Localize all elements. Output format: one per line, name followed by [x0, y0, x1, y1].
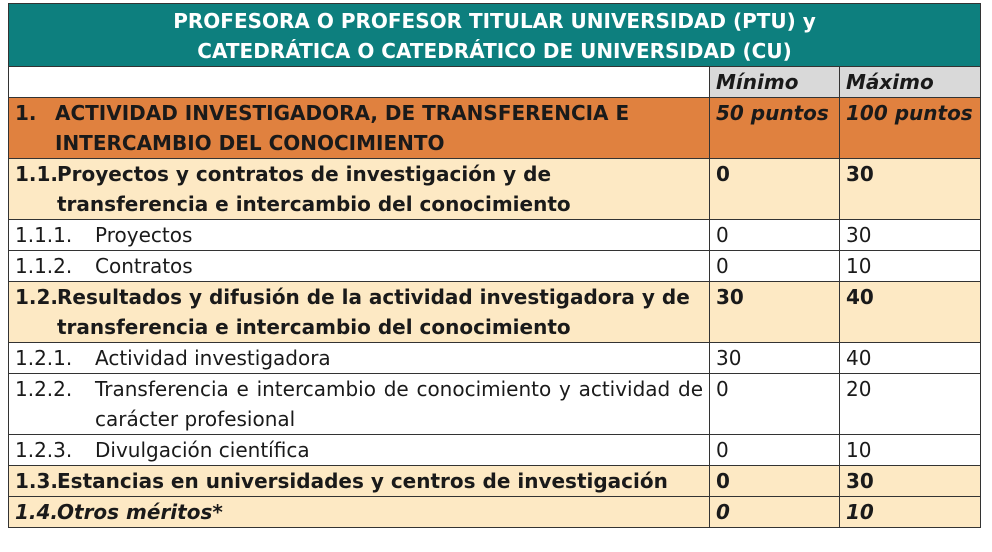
row-max: 10	[840, 251, 981, 282]
row-label: Contratos	[95, 254, 193, 278]
row-label-cell	[9, 497, 710, 528]
header-min: Mínimo	[710, 67, 840, 98]
row-max: 10	[840, 435, 981, 466]
row-number: 1.1.1.	[15, 223, 73, 247]
row-max: 30	[840, 159, 981, 220]
row-max: 10	[840, 497, 981, 528]
row-label: Estancias en universidades y centros de investigación	[57, 469, 668, 493]
title-line-2: CATEDRÁTICA O CATEDRÁTICO DE UNIVERSIDAD (CU)	[197, 39, 792, 63]
row-label-cell	[9, 343, 710, 374]
table-row	[9, 435, 981, 466]
row-label-cell	[9, 220, 710, 251]
header-blank-cell	[9, 67, 710, 98]
row-label: Actividad investigadora	[95, 346, 331, 370]
row-min: 0	[710, 466, 840, 497]
row-label-cell	[9, 251, 710, 282]
row-label-cell	[9, 374, 710, 435]
title-line-1: PROFESORA O PROFESOR TITULAR UNIVERSIDAD (PTU) y	[173, 9, 816, 33]
row-number: 1.2.2.	[15, 377, 73, 401]
row-max: 30	[840, 220, 981, 251]
section-min: 50 puntos	[710, 98, 840, 159]
table-title	[9, 4, 981, 67]
table-row	[9, 251, 981, 282]
header-row	[9, 67, 981, 98]
row-number: 1.2.1.	[15, 346, 73, 370]
table-row	[9, 282, 981, 343]
row-label: Otros méritos*	[57, 500, 223, 524]
section-label-cell	[9, 98, 710, 159]
row-label: Resultados y difusión de la actividad investigadora y de transferencia e intercambio del conocimiento	[57, 285, 690, 339]
row-max: 30	[840, 466, 981, 497]
row-number: 1.4.	[15, 500, 59, 524]
title-row	[9, 4, 981, 67]
section-number: 1.	[15, 101, 37, 125]
row-min: 0	[710, 497, 840, 528]
section-max: 100 puntos	[840, 98, 981, 159]
row-label-cell	[9, 159, 710, 220]
row-label-cell	[9, 435, 710, 466]
row-min: 0	[710, 220, 840, 251]
row-number: 1.1.2.	[15, 254, 73, 278]
row-max: 40	[840, 282, 981, 343]
row-number: 1.1.	[15, 162, 59, 186]
table-row	[9, 466, 981, 497]
row-min: 0	[710, 251, 840, 282]
table-row	[9, 159, 981, 220]
table-row	[9, 220, 981, 251]
row-number: 1.2.	[15, 285, 59, 309]
row-label: Proyectos	[95, 223, 193, 247]
row-label-cell	[9, 282, 710, 343]
row-min: 30	[710, 343, 840, 374]
table-row	[9, 374, 981, 435]
section-row	[9, 98, 981, 159]
header-max: Máximo	[840, 67, 981, 98]
merit-table	[8, 3, 981, 528]
row-label-cell	[9, 466, 710, 497]
row-max: 20	[840, 374, 981, 435]
row-min: 30	[710, 282, 840, 343]
row-min: 0	[710, 435, 840, 466]
row-min: 0	[710, 374, 840, 435]
merit-table-container	[8, 3, 980, 528]
row-label: Proyectos y contratos de investigación y de transferencia e intercambio del conocimiento	[57, 162, 571, 216]
row-label: Divulgación científica	[95, 438, 310, 462]
row-min: 0	[710, 159, 840, 220]
table-row	[9, 343, 981, 374]
row-number: 1.2.3.	[15, 438, 73, 462]
row-number: 1.3.	[15, 469, 59, 493]
section-label: ACTIVIDAD INVESTIGADORA, DE TRANSFERENCIA E INTERCAMBIO DEL CONOCIMIENTO	[55, 101, 630, 155]
table-row	[9, 497, 981, 528]
row-max: 40	[840, 343, 981, 374]
row-label: Transferencia e intercambio de conocimiento y actividad de carácter profesional	[95, 377, 703, 431]
